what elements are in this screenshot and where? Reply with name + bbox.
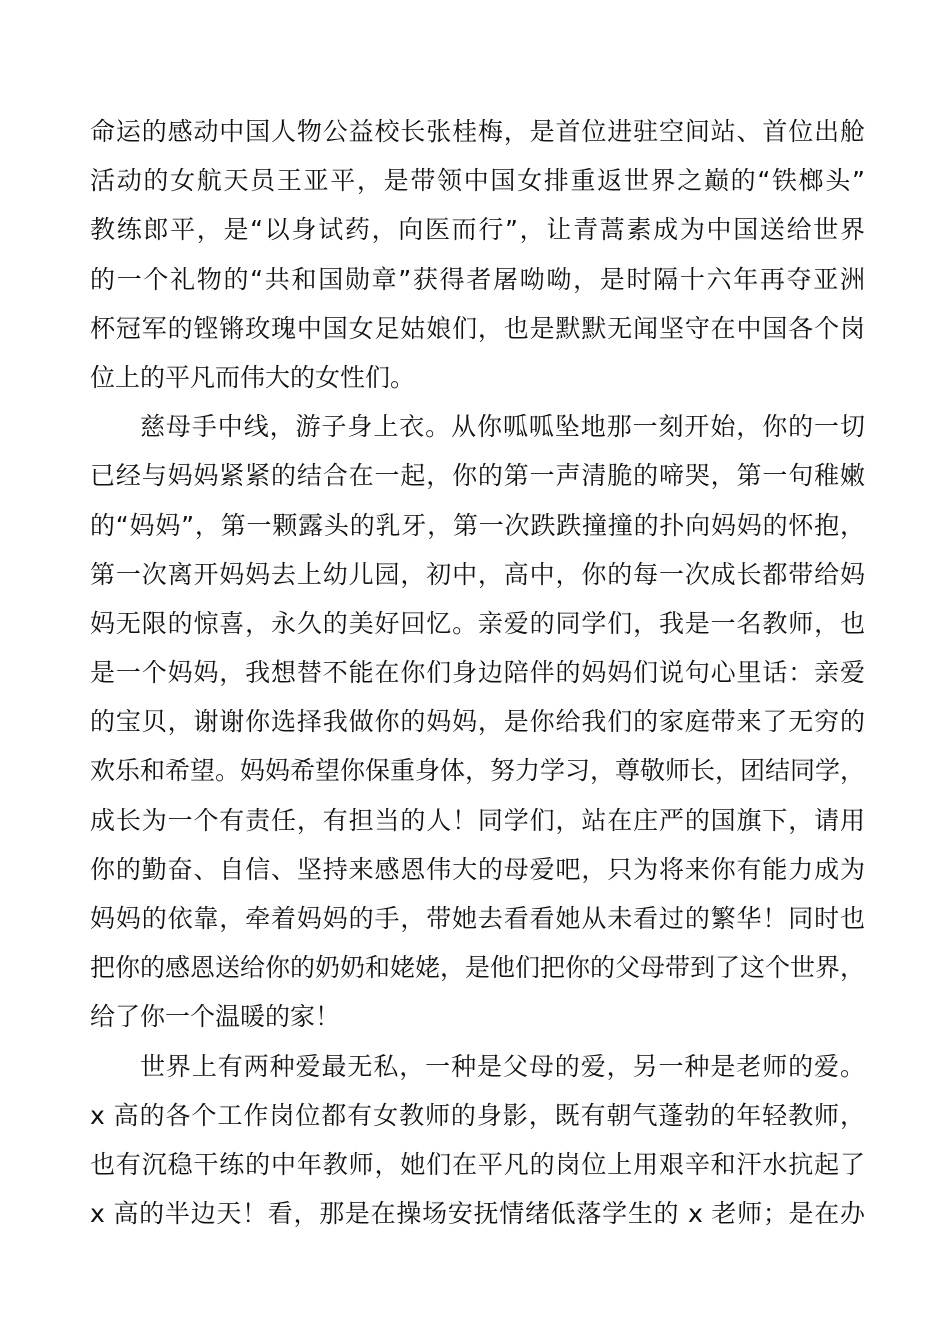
text-line: 欢乐和希望。妈妈希望你保重身体，努力学习，尊敬师长，团结同学， bbox=[90, 756, 866, 786]
text-line: 位上的平凡而伟大的女性们。 bbox=[90, 362, 416, 392]
text-line: 的宝贝，谢谢你选择我做你的妈妈，是你给我们的家庭带来了无穷的 bbox=[90, 707, 865, 737]
text-line: 成长为一个有责任，有担当的人！同学们，站在庄严的国旗下，请用 bbox=[90, 805, 865, 835]
text-line: 命运的感动中国人物公益校长张桂梅，是首位进驻空间站、首位出舱 bbox=[90, 117, 865, 146]
document-body bbox=[90, 107, 865, 1238]
text-line: x 高的各个工作岗位都有女教师的身影，既有朝气蓬勃的年轻教师， bbox=[90, 1100, 865, 1130]
text-line: 也有沉稳干练的中年教师，她们在平凡的岗位上用艰辛和汗水抗起了 bbox=[90, 1149, 865, 1179]
text-line: 教练郎平，是“以身试药，向医而行”，让青蒿素成为中国送给世界 bbox=[90, 215, 865, 245]
text-line: x 高的半边天！看，那是在操场安抚情绪低落学生的 x 老师；是在办 bbox=[90, 1199, 865, 1229]
text-line: 的“妈妈”，第一颗露头的乳牙，第一次跌跌撞撞的扑向妈妈的怀抱， bbox=[90, 510, 865, 540]
paragraph-first-line: 慈母手中线，游子身上衣。从你呱呱坠地那一刻开始，你的一切 bbox=[140, 412, 865, 442]
text-line: 妈妈的依靠，牵着妈妈的手，带她去看看她从未看过的繁华！同时也 bbox=[90, 904, 865, 933]
text-line: 的一个礼物的“共和国勋章”获得者屠呦呦，是时隔十六年再夺亚洲 bbox=[90, 264, 865, 294]
text-line: 是一个妈妈，我想替不能在你们身边陪伴的妈妈们说句心里话：亲爱 bbox=[90, 658, 865, 688]
text-line: 把你的感恩送给你的奶奶和姥姥，是他们把你的父母带到了这个世界， bbox=[90, 953, 866, 983]
paragraph-first-line: 世界上有两种爱最无私，一种是父母的爱，另一种是老师的爱。 bbox=[140, 1051, 865, 1081]
text-line: 活动的女航天员王亚平，是带领中国女排重返世界之巅的“铁榔头” bbox=[90, 166, 865, 196]
text-line: 你的勤奋、自信、坚持来感恩伟大的母爱吧，只为将来你有能力成为 bbox=[90, 854, 865, 884]
text-line: 妈无限的惊喜，永久的美好回忆。亲爱的同学们，我是一名教师，也 bbox=[90, 608, 865, 638]
text-line: 给了你一个温暖的家！ bbox=[90, 1002, 341, 1032]
text-line: 已经与妈妈紧紧的结合在一起，你的第一声清脆的啼哭，第一句稚嫩 bbox=[90, 461, 865, 491]
text-line: 杯冠军的铿锵玫瑰中国女足姑娘们，也是默默无闻坚守在中国各个岗 bbox=[90, 313, 865, 343]
text-line: 第一次离开妈妈去上幼儿园，初中，高中，你的每一次成长都带给妈 bbox=[90, 559, 865, 589]
